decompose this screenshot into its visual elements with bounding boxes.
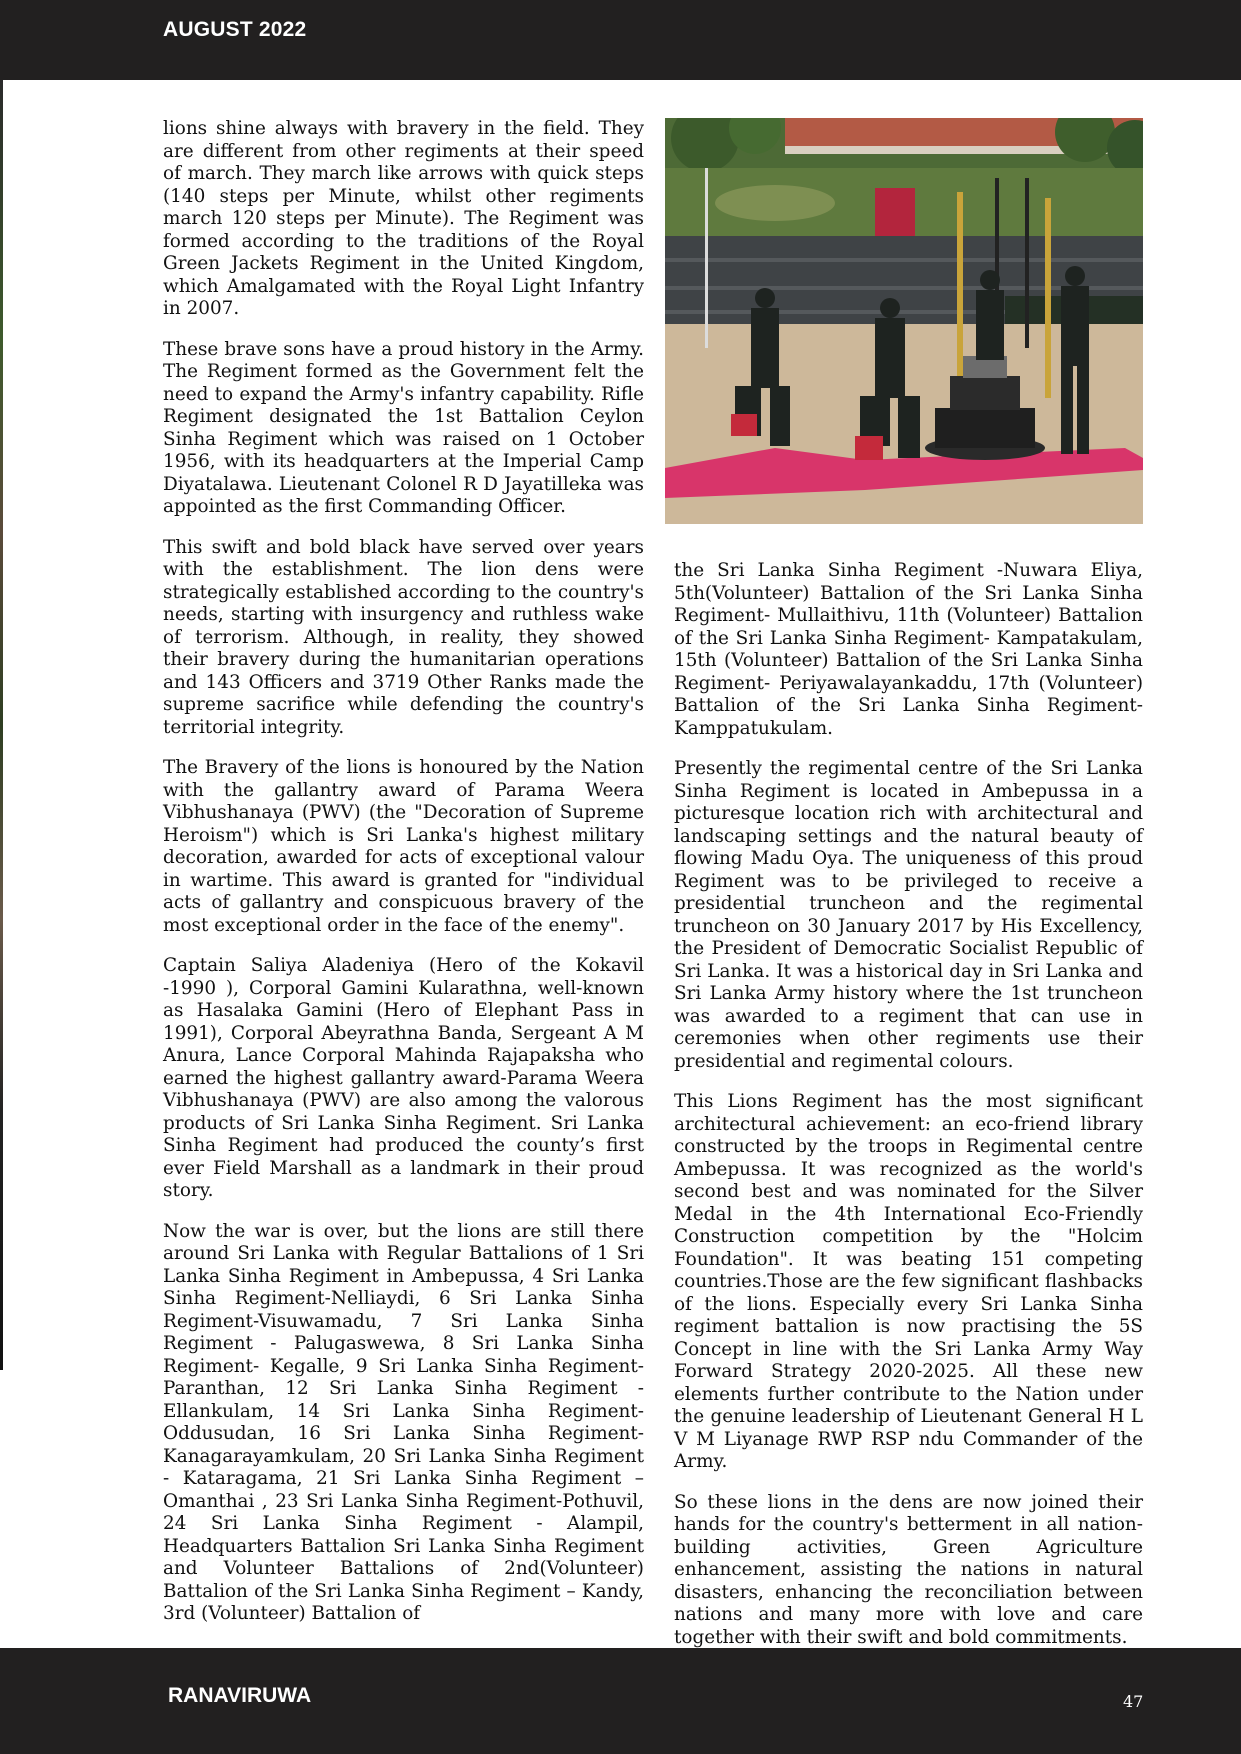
article-paragraph: Captain Saliya Aladeniya (Hero of the Kokavil -1990 ), Corporal Gamini Kularathna, well-known as Hasalaka Gamini (Hero of Elephant Pass in 1991), Corporal Abeyrathna Banda, Sergeant A M Anura, Lance Corporal Mahinda Rajapaksha who earned the highest gallantry award-Parama Weera Vibhushanaya (PWV) are also among the valorous products of Sri Lanka Sinha Regiment. Sri Lanka Sinha Regiment had produced the county’s first ever Field Marshall as a landmark in their proud story. bbox=[163, 955, 644, 1201]
article-paragraph: the Sri Lanka Sinha Regiment -Nuwara Eliya, 5th(Volunteer) Battalion of the Sri Lanka Sinha Regiment- Mullaithivu, 11th (Volunteer) Battalion of the Sri Lanka Sinha Regiment- Kampatakulam, 15th (Volunteer) Battalion of the Sri Lanka Sinha Regiment- Periyawalayankaddu, 17th (Volunteer) Battalion of the Sri Lanka Sinha Regiment- Kamppatukulam. bbox=[674, 560, 1143, 739]
page-number: 47 bbox=[1123, 1692, 1144, 1711]
article-paragraph: lions shine always with bravery in the field. They are different from other regiments at their speed of march. They march like arrows with quick steps (140 steps per Minute, whilst other regiments march 120 steps per Minute). The Regiment was formed according to the traditions of the Royal Green Jackets Regiment in the United Kingdom, which Amalgamated with the Royal Light Infantry in 2007. bbox=[163, 118, 644, 319]
page-edge-strip bbox=[0, 80, 3, 1370]
article-paragraph: So these lions in the dens are now joined their hands for the country's betterment in all nation-building activities, Green Agriculture enhancement, assisting the nations in natural disasters, enhancing the reconciliation between nations and many more with love and care together with their swift and bold commitments. bbox=[674, 1491, 1143, 1648]
article-left-column bbox=[163, 118, 644, 1644]
article-paragraph: This swift and bold black have served over years with the establishment. The lion dens were strategically established according to the country's needs, starting with insurgency and ruthless wake of terrorism. Although, in reality, they showed their bravery during the humanitarian operations and 143 Officers and 3719 Other Ranks made the supreme sacrifice while defending the country's territorial integrity. bbox=[163, 536, 644, 738]
issue-date: AUGUST 2022 bbox=[163, 18, 307, 41]
regiment-ceremony-photo bbox=[665, 118, 1143, 524]
article-paragraph: The Bravery of the lions is honoured by the Nation with the gallantry award of Parama Weera Vibhushanaya (PWV) (the "Decoration of Supreme Heroism") which is Sri Lanka's highest military decoration, awarded for acts of exceptional valour in wartime. This award is granted for "individual acts of gallantry and conspicuous bravery of the most exceptional order in the face of the enemy". bbox=[163, 757, 644, 936]
article-paragraph: These brave sons have a proud history in the Army. The Regiment formed as the Government felt the need to expand the Army's infantry capability. Rifle Regiment designated the 1st Battalion Ceylon Sinha Regiment which was raised on 1 October 1956, with its headquarters at the Imperial Camp Diyatalawa. Lieutenant Colonel R D Jayatilleka was appointed as the first Commanding Officer. bbox=[163, 338, 644, 517]
magazine-brand: RANAVIRUWA bbox=[168, 1684, 312, 1707]
article-paragraph: This Lions Regiment has the most significant architectural achievement: an eco-friend library constructed by the troops in Regimental centre Ambepussa. It was recognized as the world's second best and was nominated for the Silver Medal in the 4th International Eco-Friendly Construction competition by the "Holcim Foundation". It was beating 151 competing countries.Those are the few significant flashbacks of the lions. Especially every Sri Lanka Sinha regiment battalion is now practising the 5S Concept in line with the Sri Lanka Army Way Forward Strategy 2020-2025. All these new elements further contribute to the Nation under the genuine leadership of Lieutenant General H L V M Liyanage RWP RSP ndu Commander of the Army. bbox=[674, 1091, 1143, 1472]
article-right-column bbox=[674, 560, 1143, 1667]
article-paragraph: Now the war is over, but the lions are still there around Sri Lanka with Regular Battalions of 1 Sri Lanka Sinha Regiment in Ambepussa, 4 Sri Lanka Sinha Regiment-Nelliaydi, 6 Sri Lanka Sinha Regiment-Visuwamadu, 7 Sri Lanka Sinha Regiment - Palugaswewa, 8 Sri Lanka Sinha Regiment- Kegalle, 9 Sri Lanka Sinha Regiment-Paranthan, 12 Sri Lanka Sinha Regiment - Ellankulam, 14 Sri Lanka Sinha Regiment- Oddusudan, 16 Sri Lanka Sinha Regiment- Kanagarayamkulam, 20 Sri Lanka Sinha Regiment - Kataragama, 21 Sri Lanka Sinha Regiment – Omanthai , 23 Sri Lanka Sinha Regiment-Pothuvil, 24 Sri Lanka Sinha Regiment - Alampil, Headquarters Battalion Sri Lanka Sinha Regiment and Volunteer Battalions of 2nd(Volunteer) Battalion of the Sri Lanka Sinha Regiment – Kandy, 3rd (Volunteer) Battalion of bbox=[163, 1220, 644, 1624]
article-paragraph: Presently the regimental centre of the Sri Lanka Sinha Regiment is located in Ambepussa in a picturesque location rich with architectural and landscaping settings and the natural beauty of flowing Madu Oya. The uniqueness of this proud Regiment was to be privileged to receive a presidential truncheon and the regimental truncheon on 30 January 2017 by His Excellency, the President of Democratic Socialist Republic of Sri Lanka. It was a historical day in Sri Lanka and Sri Lanka Army history where the 1st truncheon was awarded to a regiment that can use in ceremonies when other regiments use their presidential and regimental colours. bbox=[674, 758, 1143, 1072]
